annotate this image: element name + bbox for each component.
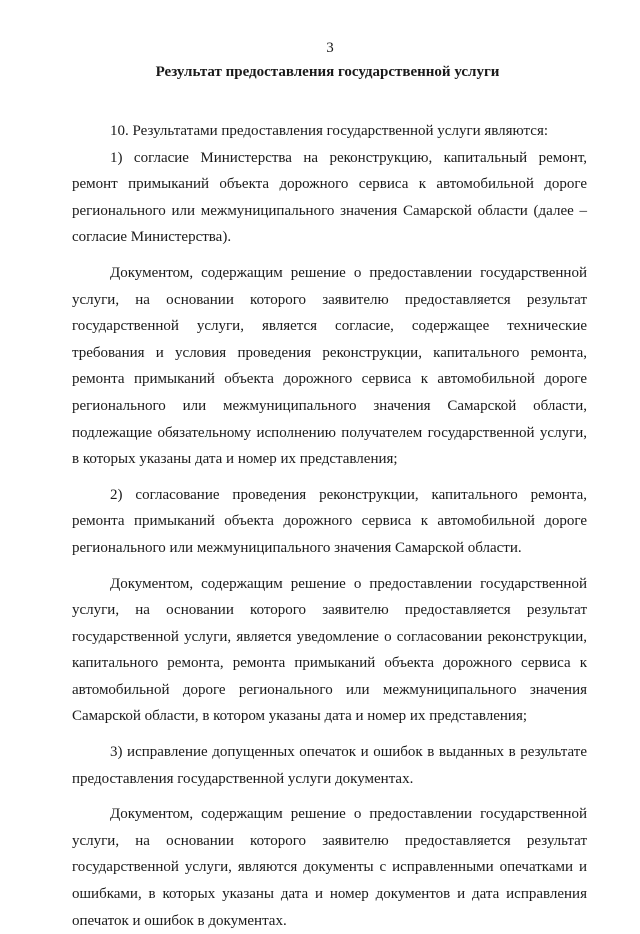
- paragraph-result-3: 3) исправление допущенных опечаток и ошибок в выданных в результате предоставления государственной услуги документах.: [72, 744, 587, 787]
- section-heading: Результат предоставления государственной услуги: [155, 64, 500, 80]
- document-body: [72, 118, 587, 934]
- paragraph-item-10: 10. Результатами предоставления государственной услуги являются:: [110, 123, 549, 139]
- paragraph-document-2: Документом, содержащим решение о предоставлении государственной услуги, на основании которого заявителю предоставляется результат государственной услуги, является уведомление о согласовании реконструкции, капитального ремонта, ремонта примыканий объекта дорожного сервиса к автомобильной дороге регионального или межмуниципального значения Самарской области, в котором указаны дата и номер их представления;: [72, 575, 587, 725]
- paragraph-document-1: Документом, содержащим решение о предоставлении государственной услуги, на основании которого заявителю предоставляется результат государственной услуги, является согласие, содержащее технические требования и условия проведения реконструкции, капитального ремонта, ремонта примыканий объекта дорожного сервиса к автомобильной дороге регионального или межмуниципального значения Самарской области, подлежащие обязательному исполнению получателем государственной услуги, в которых указаны дата и номер их представления;: [72, 264, 587, 468]
- paragraph-result-2: 2) согласование проведения реконструкции, капитального ремонта, ремонта примыканий объекта дорожного сервиса к автомобильной дороге регионального или межмуниципального значения Самарской области.: [72, 486, 587, 556]
- page-number: 3: [326, 40, 334, 56]
- paragraph-result-1: 1) согласие Министерства на реконструкцию, капитальный ремонт, ремонт примыканий объекта дорожного сервиса к автомобильной дороге регионального или межмуниципального значения Самарской области (далее – согласие Министерства).: [72, 149, 587, 246]
- paragraph-document-3: Документом, содержащим решение о предоставлении государственной услуги, на основании которого заявителю предоставляется результат государственной услуги, являются документы с исправленными опечатками и ошибками, в которых указаны дата и номер документов и дата исправления опечаток и ошибок в документах.: [72, 806, 587, 929]
